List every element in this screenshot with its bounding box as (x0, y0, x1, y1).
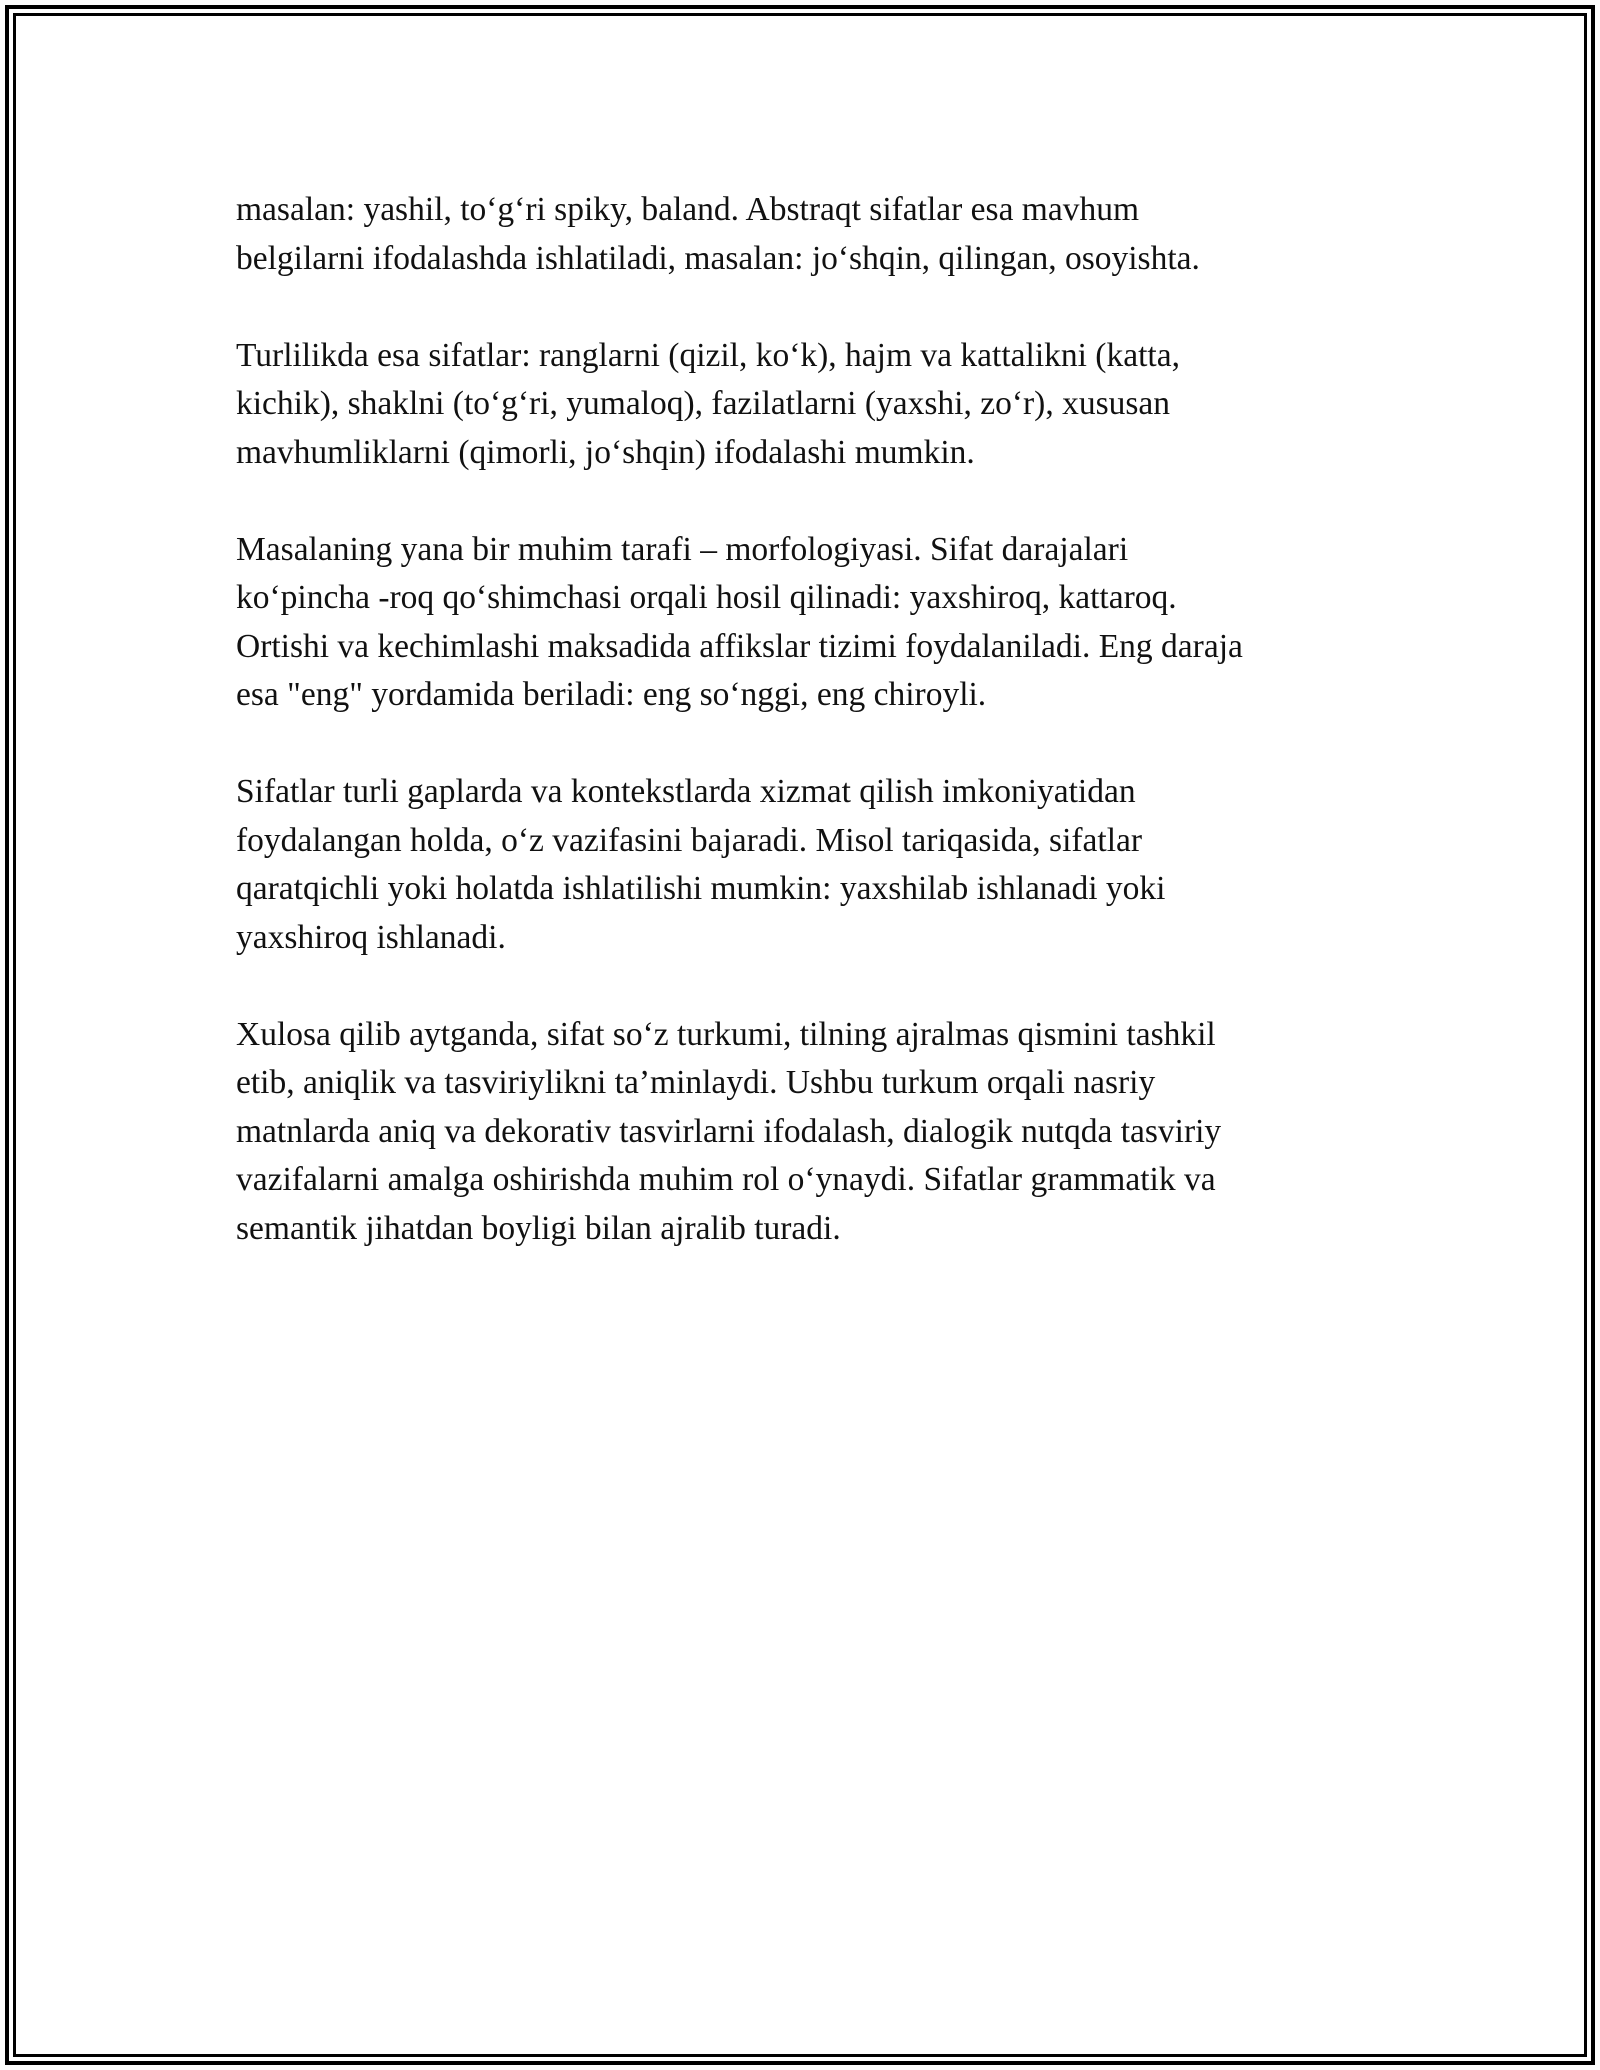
paragraph-adjective-types: Turlilikda esa sifatlar: ranglarni (qizil, ko‘k), hajm va kattalikni (katta, kichik), shaklni (to‘g‘ri, yumaloq), fazilatlarni (yaxshi, zo‘r), xususan mavhumliklarni (qimorli, jo‘shqin) ifodalashi mumkin. (236, 336, 1180, 471)
paragraph-morphology: Masalaning yana bir muhim tarafi – morfologiyasi. Sifat darajalari ko‘pincha -roq qo‘shimchasi orqali hosil qilinadi: yaxshiroq, kattaroq. Ortishi va kechimlashi maksadida affikslar tizimi foydalaniladi. Eng daraja esa "eng" yordamida beriladi: eng so‘nggi, eng chiroyli. (236, 530, 1243, 713)
paragraph-abstract-adjectives: masalan: yashil, to‘g‘ri spiky, baland. Abstraqt sifatlar esa mavhum belgilarni ifodalashda ishlatiladi, masalan: jo‘shqin, qilingan, osoyishta. (236, 191, 1200, 277)
document-body (236, 186, 1366, 1302)
paragraph-conclusion: Xulosa qilib aytganda, sifat so‘z turkumi, tilning ajralmas qismini tashkil etib, aniqlik va tasviriylikni ta’minlaydi. Ushbu turkum orqali nasriy matnlarda aniq va dekorativ tasvirlarni ifodalash, dialogik nutqda tasviriy vazifalarni amalga oshirishda muhim rol o‘ynaydi. Sifatlar grammatik va semantik jihatdan boyligi bilan ajralib turadi. (236, 1015, 1222, 1247)
paragraph-usage-contexts: Sifatlar turli gaplarda va kontekstlarda xizmat qilish imkoniyatidan foydalangan holda, o‘z vazifasini bajaradi. Misol tariqasida, sifatlar qaratqichli yoki holatda ishlatilishi mumkin: yaxshilab ishlanadi yoki yaxshiroq ishlanadi. (236, 773, 1166, 956)
